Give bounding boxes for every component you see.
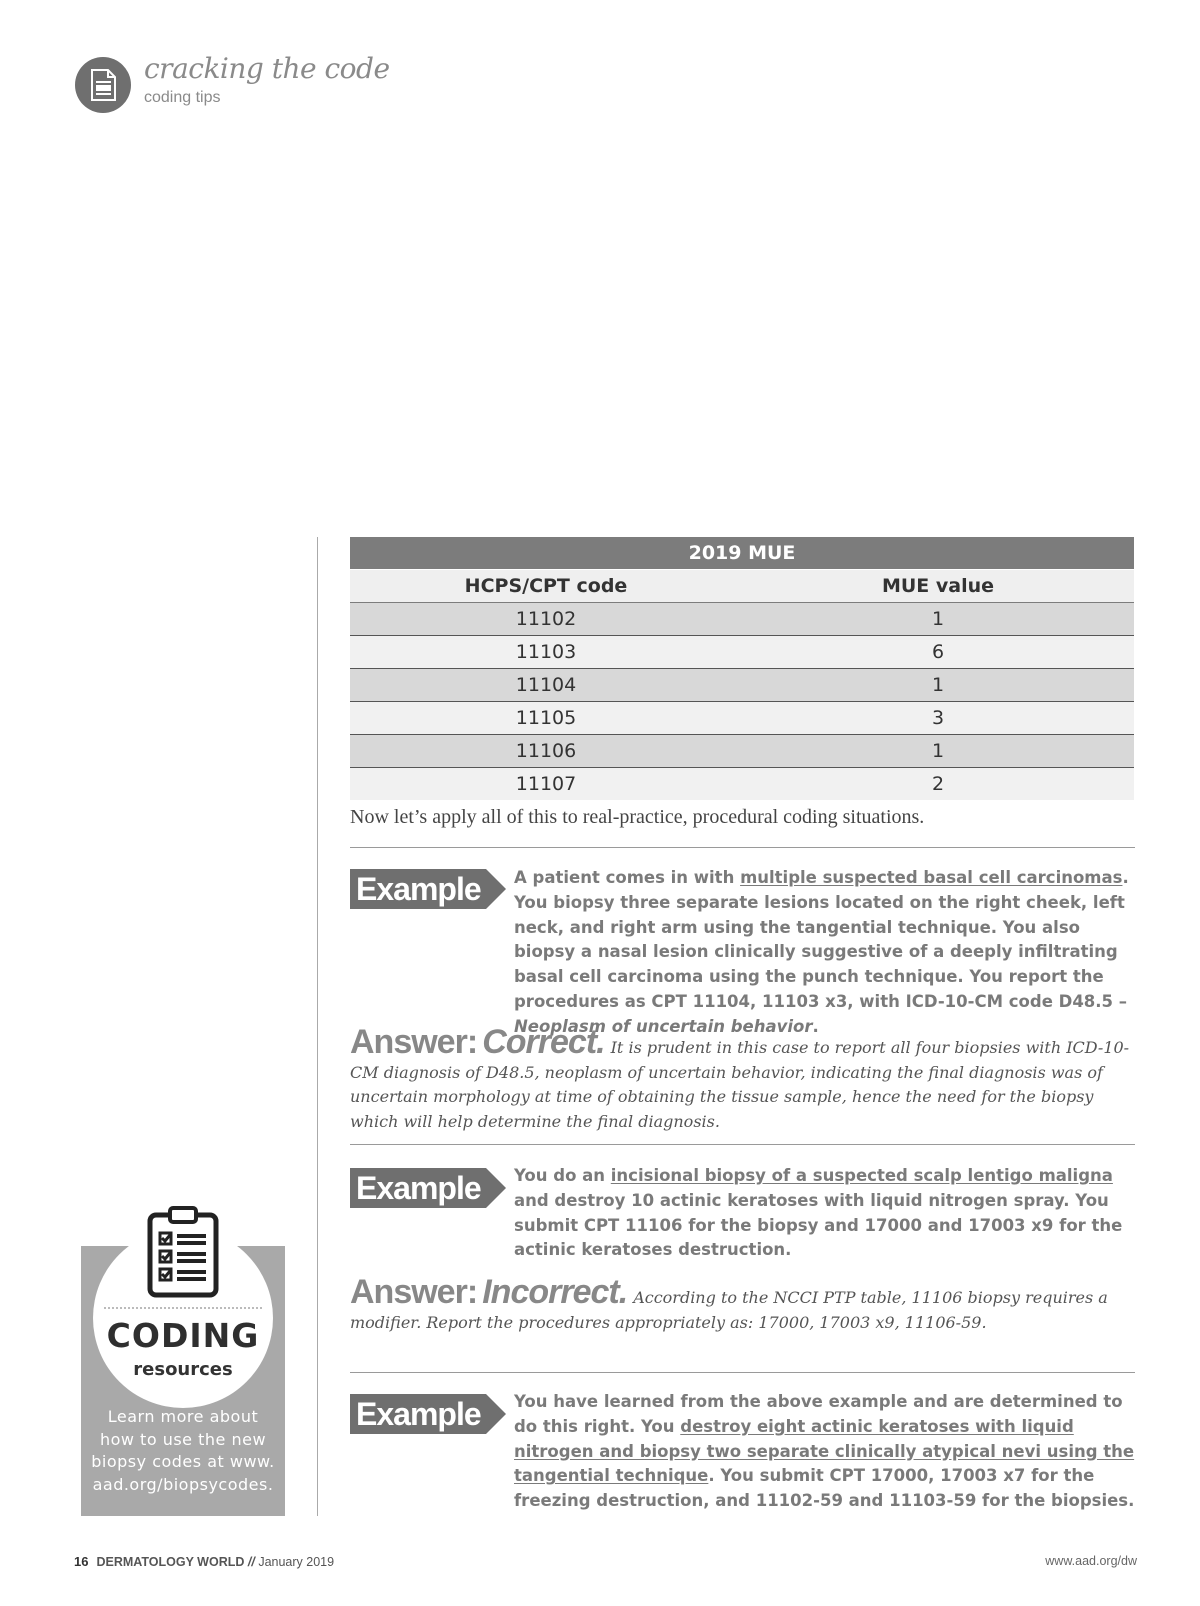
table-row [350,669,1134,702]
divider [350,1144,1135,1145]
table-cell-mue: 1 [742,669,1134,702]
example-2-label: Example 2 [350,1168,486,1208]
badge-arrow [486,1394,506,1434]
table-cell-mue: 1 [742,603,1134,636]
badge-arrow [486,869,506,909]
table-cell-code: 11106 [350,735,742,768]
issue-date: January 2019 [258,1555,335,1569]
answer-label: Answer: [350,1023,478,1061]
table-cell-code: 11103 [350,636,742,669]
resources-subtitle: resources [133,1359,233,1380]
table-cell-mue: 2 [742,768,1134,801]
table-row [350,768,1134,801]
mue-table [350,537,1134,800]
table-row [350,702,1134,735]
column-divider [317,537,318,1516]
document-icon [89,69,117,101]
section-title: cracking the code [144,52,390,85]
footer-separator: // [247,1555,255,1569]
resources-text[interactable]: Learn more about how to use the new biopsy codes at www. aad.org/biopsycodes. [91,1407,275,1494]
table-cell-code: 11107 [350,768,742,801]
footer-left [74,1554,334,1569]
answer-label: Answer: [350,1273,478,1311]
column-header-mue: MUE value [742,570,1134,603]
example-1-answer [350,1023,1140,1134]
section-subtitle: coding tips [144,89,221,106]
table-row [350,636,1134,669]
table-cell-mue: 1 [742,735,1134,768]
section-badge [75,57,131,113]
dotted-divider [104,1307,262,1309]
magazine-name: DERMATOLOGY WORLD [96,1555,245,1569]
example-2-text: You do an incisional biopsy of a suspected scalp lentigo maligna and destroy 10 actinic keratoses with liquid nitrogen spray. You submit CPT 11106 for the biopsy and 17000 and 17003 x9 for the actinic keratoses destruction. [514,1166,1123,1260]
example-2-answer [350,1273,1140,1335]
table-row [350,735,1134,768]
clipboard-checklist-icon [146,1205,220,1297]
resources-title: CODING [106,1316,260,1355]
example-2-link[interactable]: incisional biopsy of a suspected scalp lentigo maligna [610,1166,1113,1185]
badge-arrow [486,1168,506,1208]
column-header-code: HCPS/CPT code [350,570,742,603]
answer-text: According to the NCCI PTP table, 11106 biopsy requires a modifier. Report the procedures appropriately as: 17000, 17003 x9, 11106-59. [350,1288,1108,1332]
example-3-text: You have learned from the above example and are determined to do this right. You destroy eight actinic keratoses with liquid nitrogen and biopsy two separate clinically atypical nevi using the tangential technique. You submit CPT 17000, 17003 x7 for the freezing destruction, and 11102-59 and 11103-59 for the biopsies. [514,1392,1135,1511]
table-cell-code: 11104 [350,669,742,702]
example-1-link[interactable]: multiple suspected basal cell carcinomas [740,868,1123,887]
table-title: 2019 MUE [350,537,1134,570]
table-cell-code: 11105 [350,702,742,735]
table-cell-mue: 6 [742,636,1134,669]
answer-verdict: Incorrect. [482,1273,628,1311]
answer-verdict: Correct. [482,1023,605,1061]
table-cell-code: 11102 [350,603,742,636]
example-3-link[interactable]: destroy eight actinic keratoses with liquid nitrogen and biopsy two separate clinically atypical nevi using the tangential technique [514,1416,1135,1486]
divider [350,1372,1135,1373]
table-cell-mue: 3 [742,702,1134,735]
page-number: 16 [74,1554,89,1569]
table-row [350,603,1134,636]
answer-text: It is prudent in this case to report all four biopsies with ICD-10-CM diagnosis of D48.5, neoplasm of uncertain behavior, indicating the final diagnosis was of uncertain morphology at time of obtaining the tissue sample, hence the need for the biopsy which will help determine the final diagnosis. [350,1038,1130,1131]
example-3-label: Example 3 [350,1394,486,1434]
footer-url[interactable]: www.aad.org/dw [1045,1554,1137,1568]
example-1-label: Example 1 [350,869,486,909]
example-1-text: A patient comes in with multiple suspected basal cell carcinomas. You biopsy three separate lesions located on the right cheek, left neck, and right arm using the tangential technique. You also biopsy a nasal lesion clinically suggestive of a deeply infiltrating basal cell carcinoma using the punch technique. You report the procedures as CPT 11104, 11103 x3, with ICD-10-CM code D48.5 – Neoplasm of uncertain behavior. [514,868,1129,1036]
divider [350,847,1135,848]
intro-text: Now let’s apply all of this to real-practice, procedural coding situations. [350,806,925,828]
